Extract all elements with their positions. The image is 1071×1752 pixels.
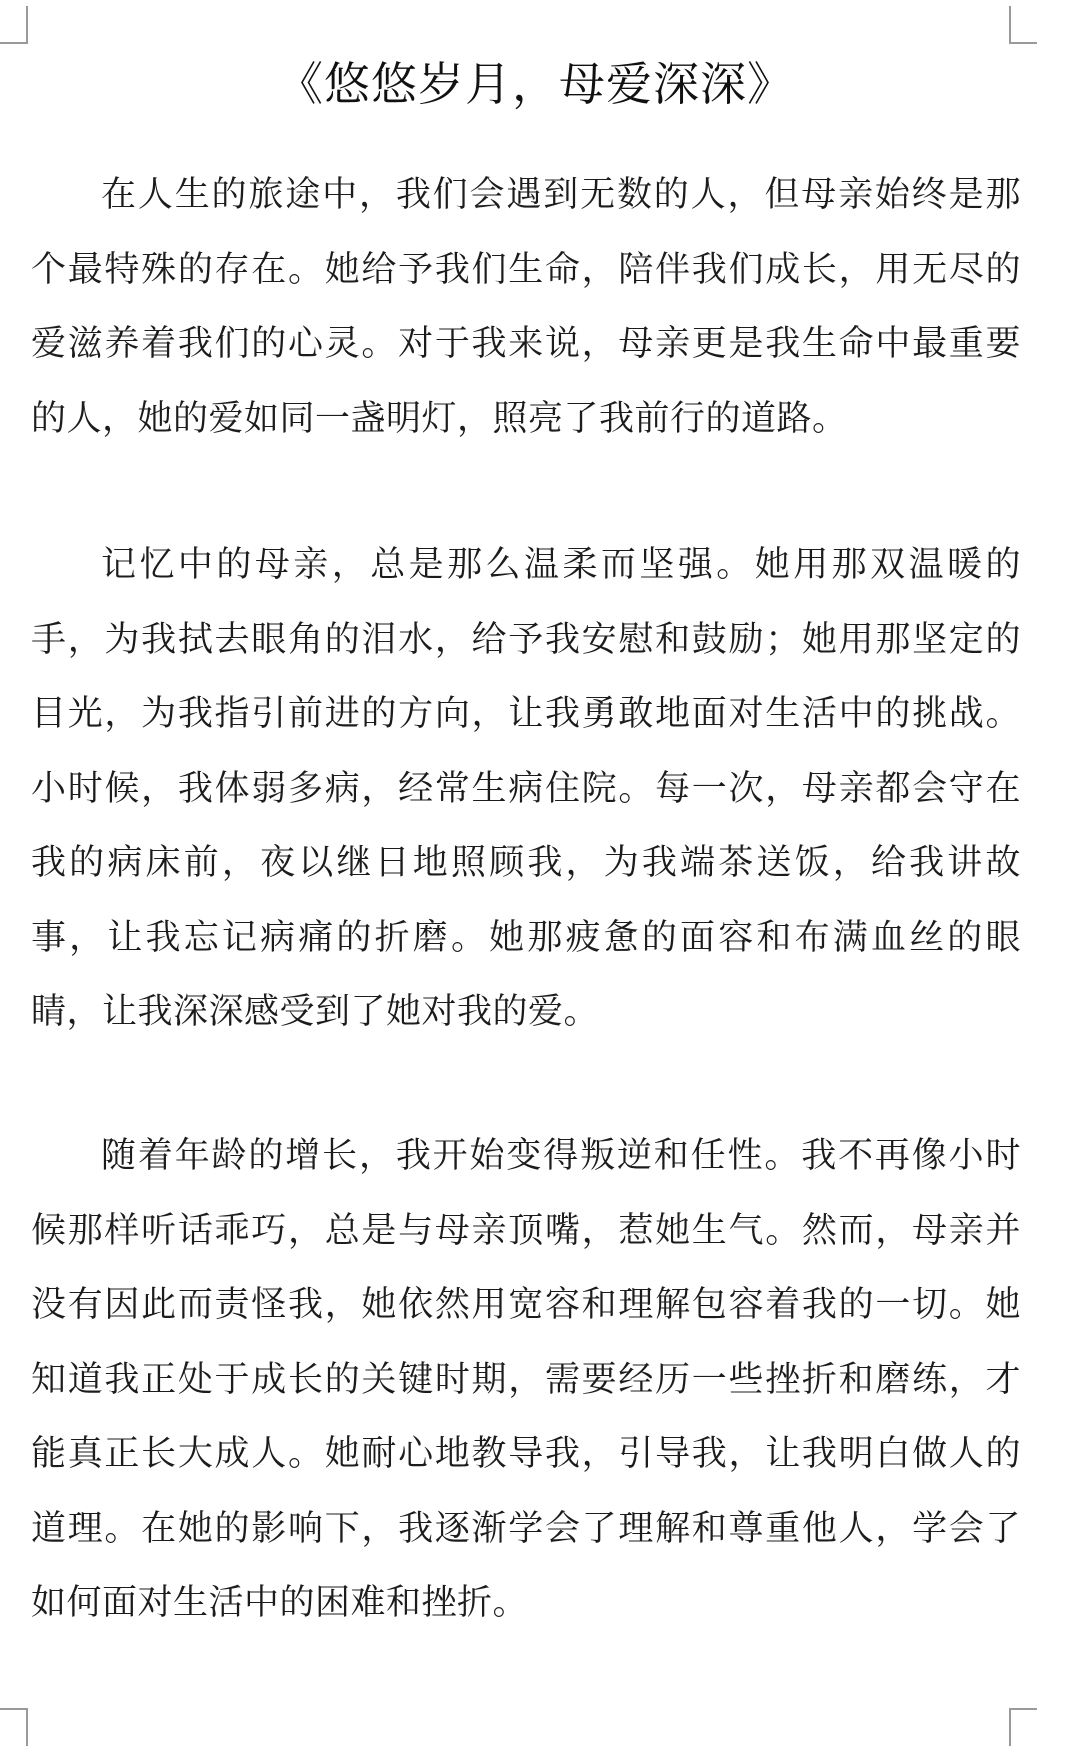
paragraph-1: 在人生的旅途中，我们会遇到无数的人，但母亲始终是那个最特殊的存在。她给予我们生命，陪伴我们成长，用无尽的爱滋养着我们的心灵。对于我来说，母亲更是我生命中最重要的人，她的爱如同一盏明灯，照亮了我前行的道路。 bbox=[31, 175, 1021, 439]
crop-mark-top-right bbox=[1009, 6, 1037, 44]
paragraph-3: 随着年龄的增长，我开始变得叛逆和任性。我不再像小时候那样听话乖巧，总是与母亲顶嘴，惹她生气。然而，母亲并没有因此而责怪我，她依然用宽容和理解包容着我的一切。她知道我正处于成长的关键时期，需要经历一些挫折和磨练，才能真正长大成人。她耐心地教导我，引导我，让我明白做人的道理。在她的影响下，我逐渐学会了理解和尊重他人，学会了如何面对生活中的困难和挫折。 bbox=[31, 1136, 1021, 1623]
document-title: 《悠悠岁月，母爱深深》 bbox=[277, 57, 794, 111]
crop-mark-bottom-left bbox=[0, 1708, 28, 1746]
crop-mark-bottom-right bbox=[1009, 1708, 1037, 1746]
crop-mark-top-left bbox=[0, 6, 28, 44]
paragraph-2: 记忆中的母亲，总是那么温柔而坚强。她用那双温暖的手，为我拭去眼角的泪水，给予我安慰和鼓励；她用那坚定的目光，为我指引前进的方向，让我勇敢地面对生活中的挑战。小时候，我体弱多病，经常生病住院。每一次，母亲都会守在我的病床前，夜以继日地照顾我，为我端茶送饭，给我讲故事，让我忘记病痛的折磨。她那疲惫的面容和布满血丝的眼睛，让我深深感受到了她对我的爱。 bbox=[31, 545, 1021, 1032]
